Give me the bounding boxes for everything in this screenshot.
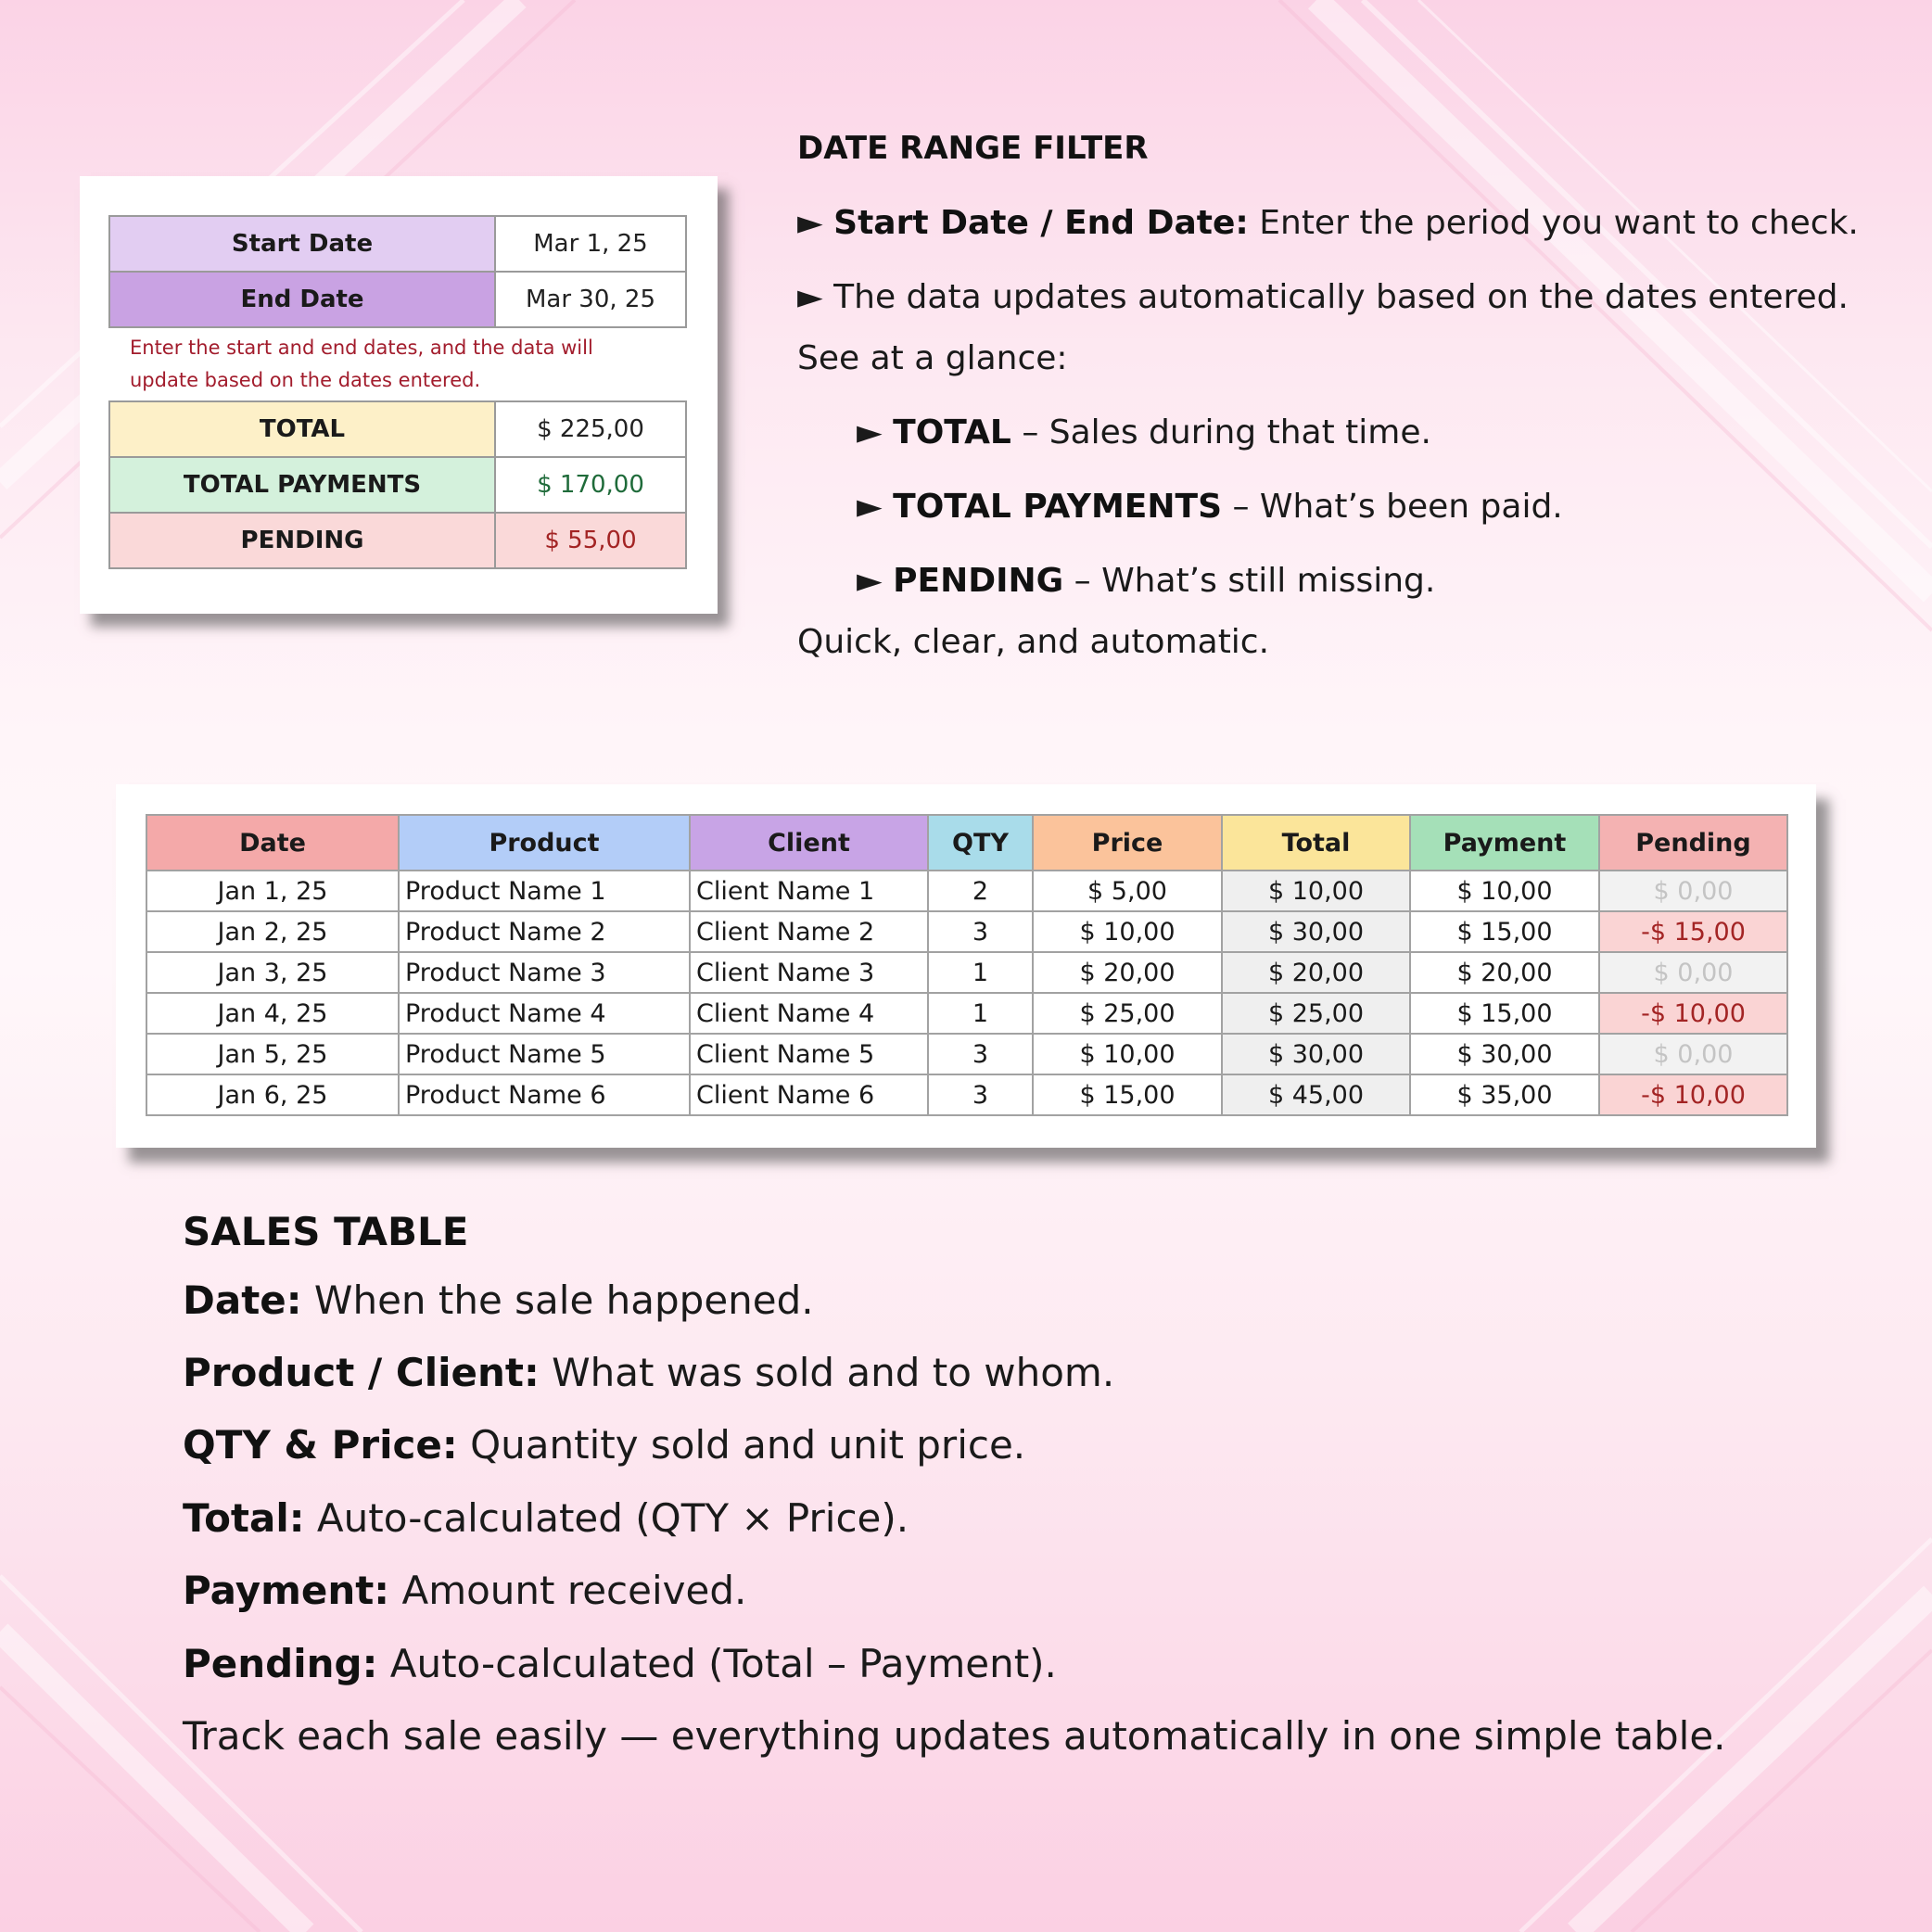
- date-cell[interactable]: Jan 4, 25: [146, 993, 399, 1034]
- price-cell[interactable]: $ 5,00: [1033, 871, 1222, 911]
- description-text: When the sale happened.: [301, 1277, 814, 1323]
- bullet-icon: ►: [857, 562, 883, 600]
- table-row: [146, 871, 1787, 911]
- date-range-note: [130, 332, 686, 397]
- description-bold: QTY & Price:: [183, 1422, 458, 1468]
- description-text: – What’s still missing.: [1063, 562, 1436, 600]
- pending-value: $ 55,00: [495, 513, 686, 568]
- bullet-icon: ►: [857, 413, 883, 451]
- table-row: [146, 993, 1787, 1034]
- description-bold: TOTAL: [893, 413, 1011, 451]
- total-row: [109, 401, 686, 457]
- pending-cell: $ 0,00: [1599, 1034, 1787, 1074]
- description-text: – Sales during that time.: [1010, 413, 1431, 451]
- total-value: $ 225,00: [495, 401, 686, 457]
- product-cell[interactable]: Product Name 2: [399, 911, 690, 952]
- date-range-table: [108, 215, 687, 328]
- sales-table-heading: SALES TABLE: [183, 1209, 469, 1254]
- pending-cell: $ 0,00: [1599, 871, 1787, 911]
- start-date-input[interactable]: Mar 1, 25: [495, 216, 686, 272]
- price-cell[interactable]: $ 20,00: [1033, 952, 1222, 993]
- description-text: Enter the period you want to check.: [1248, 204, 1859, 242]
- end-date-label: End Date: [109, 272, 495, 327]
- table-row: [146, 952, 1787, 993]
- description-line: [797, 278, 1849, 316]
- pending-cell: -$ 15,00: [1599, 911, 1787, 952]
- total-label: TOTAL: [109, 401, 495, 457]
- date-cell[interactable]: Jan 6, 25: [146, 1074, 399, 1115]
- total-payments-value: $ 170,00: [495, 457, 686, 513]
- client-cell[interactable]: Client Name 6: [690, 1074, 928, 1115]
- payment-cell[interactable]: $ 15,00: [1410, 911, 1599, 952]
- description-bold: PENDING: [893, 562, 1064, 600]
- price-cell[interactable]: $ 10,00: [1033, 1034, 1222, 1074]
- price-cell[interactable]: $ 25,00: [1033, 993, 1222, 1034]
- description-line: [183, 1350, 1114, 1395]
- product-cell[interactable]: Product Name 4: [399, 993, 690, 1034]
- description-bold: Start Date / End Date:: [833, 204, 1249, 242]
- description-line: [183, 1495, 909, 1541]
- bullet-icon: ►: [857, 488, 883, 526]
- qty-cell[interactable]: 1: [928, 952, 1033, 993]
- qty-cell[interactable]: 3: [928, 1074, 1033, 1115]
- start-date-label: Start Date: [109, 216, 495, 272]
- payment-cell[interactable]: $ 10,00: [1410, 871, 1599, 911]
- description-line: [183, 1277, 814, 1323]
- client-cell[interactable]: Client Name 3: [690, 952, 928, 993]
- column-header-total[interactable]: Total: [1222, 815, 1410, 871]
- description-line: See at a glance:: [797, 339, 1068, 377]
- description-line: [183, 1568, 746, 1613]
- date-range-summary-card: [80, 176, 718, 614]
- column-header-date[interactable]: Date: [146, 815, 399, 871]
- description-text: Auto-calculated (QTY × Price).: [304, 1495, 909, 1541]
- description-line: [857, 488, 1563, 526]
- price-cell[interactable]: $ 15,00: [1033, 1074, 1222, 1115]
- pending-cell: $ 0,00: [1599, 952, 1787, 993]
- total-cell: $ 30,00: [1222, 1034, 1410, 1074]
- payment-cell[interactable]: $ 15,00: [1410, 993, 1599, 1034]
- description-bold: Payment:: [183, 1568, 390, 1613]
- note-line: Enter the start and end dates, and the data will: [130, 337, 593, 359]
- total-cell: $ 20,00: [1222, 952, 1410, 993]
- description-line: [797, 204, 1859, 242]
- pending-cell: -$ 10,00: [1599, 1074, 1787, 1115]
- column-header-price[interactable]: Price: [1033, 815, 1222, 871]
- description-line: Quick, clear, and automatic.: [797, 623, 1270, 661]
- bullet-icon: ►: [797, 278, 823, 316]
- client-cell[interactable]: Client Name 4: [690, 993, 928, 1034]
- description-line: [857, 413, 1431, 451]
- date-cell[interactable]: Jan 2, 25: [146, 911, 399, 952]
- qty-cell[interactable]: 3: [928, 1034, 1033, 1074]
- client-cell[interactable]: Client Name 1: [690, 871, 928, 911]
- date-cell[interactable]: Jan 1, 25: [146, 871, 399, 911]
- total-cell: $ 25,00: [1222, 993, 1410, 1034]
- payment-cell[interactable]: $ 20,00: [1410, 952, 1599, 993]
- pending-cell: -$ 10,00: [1599, 993, 1787, 1034]
- start-date-row: [109, 216, 686, 272]
- description-text: Amount received.: [389, 1568, 747, 1613]
- column-header-product[interactable]: Product: [399, 815, 690, 871]
- client-cell[interactable]: Client Name 2: [690, 911, 928, 952]
- description-text: The data updates automatically based on the dates entered.: [833, 278, 1849, 316]
- table-row: [146, 1074, 1787, 1115]
- description-line: [183, 1422, 1025, 1468]
- date-cell[interactable]: Jan 5, 25: [146, 1034, 399, 1074]
- product-cell[interactable]: Product Name 5: [399, 1034, 690, 1074]
- pending-row: [109, 513, 686, 568]
- date-range-heading: DATE RANGE FILTER: [797, 130, 1149, 167]
- description-line: [857, 562, 1435, 600]
- end-date-input[interactable]: Mar 30, 25: [495, 272, 686, 327]
- description-text: – What’s been paid.: [1222, 488, 1563, 526]
- table-row: [146, 911, 1787, 952]
- sales-header-row: [146, 815, 1787, 871]
- client-cell[interactable]: Client Name 5: [690, 1034, 928, 1074]
- description-line: [183, 1641, 1057, 1686]
- description-bold: TOTAL PAYMENTS: [893, 488, 1222, 526]
- column-header-pending[interactable]: Pending: [1599, 815, 1787, 871]
- description-bold: Product / Client:: [183, 1350, 540, 1395]
- total-cell: $ 10,00: [1222, 871, 1410, 911]
- qty-cell[interactable]: 3: [928, 911, 1033, 952]
- total-payments-row: [109, 457, 686, 513]
- sales-table-card: [116, 784, 1816, 1148]
- pending-label: PENDING: [109, 513, 495, 568]
- bullet-icon: ►: [797, 204, 823, 242]
- column-header-qty[interactable]: QTY: [928, 815, 1033, 871]
- column-header-payment[interactable]: Payment: [1410, 815, 1599, 871]
- description-text: What was sold and to whom.: [539, 1350, 1115, 1395]
- product-cell[interactable]: Product Name 6: [399, 1074, 690, 1115]
- totals-table: [108, 400, 687, 569]
- total-cell: $ 45,00: [1222, 1074, 1410, 1115]
- qty-cell[interactable]: 2: [928, 871, 1033, 911]
- total-cell: $ 30,00: [1222, 911, 1410, 952]
- description-text: Quantity sold and unit price.: [457, 1422, 1026, 1468]
- end-date-row: [109, 272, 686, 327]
- description-bold: Pending:: [183, 1641, 378, 1686]
- product-cell[interactable]: Product Name 1: [399, 871, 690, 911]
- sales-table: [146, 814, 1788, 1116]
- total-payments-label: TOTAL PAYMENTS: [109, 457, 495, 513]
- date-cell[interactable]: Jan 3, 25: [146, 952, 399, 993]
- payment-cell[interactable]: $ 30,00: [1410, 1034, 1599, 1074]
- qty-cell[interactable]: 1: [928, 993, 1033, 1034]
- column-header-client[interactable]: Client: [690, 815, 928, 871]
- description-bold: Total:: [183, 1495, 305, 1541]
- product-cell[interactable]: Product Name 3: [399, 952, 690, 993]
- payment-cell[interactable]: $ 35,00: [1410, 1074, 1599, 1115]
- description-text: Auto-calculated (Total – Payment).: [377, 1641, 1057, 1686]
- footer-line: Track each sale easily — everything updates automatically in one simple table.: [183, 1713, 1726, 1759]
- price-cell[interactable]: $ 10,00: [1033, 911, 1222, 952]
- table-row: [146, 1034, 1787, 1074]
- description-bold: Date:: [183, 1277, 302, 1323]
- note-line: update based on the dates entered.: [130, 369, 481, 391]
